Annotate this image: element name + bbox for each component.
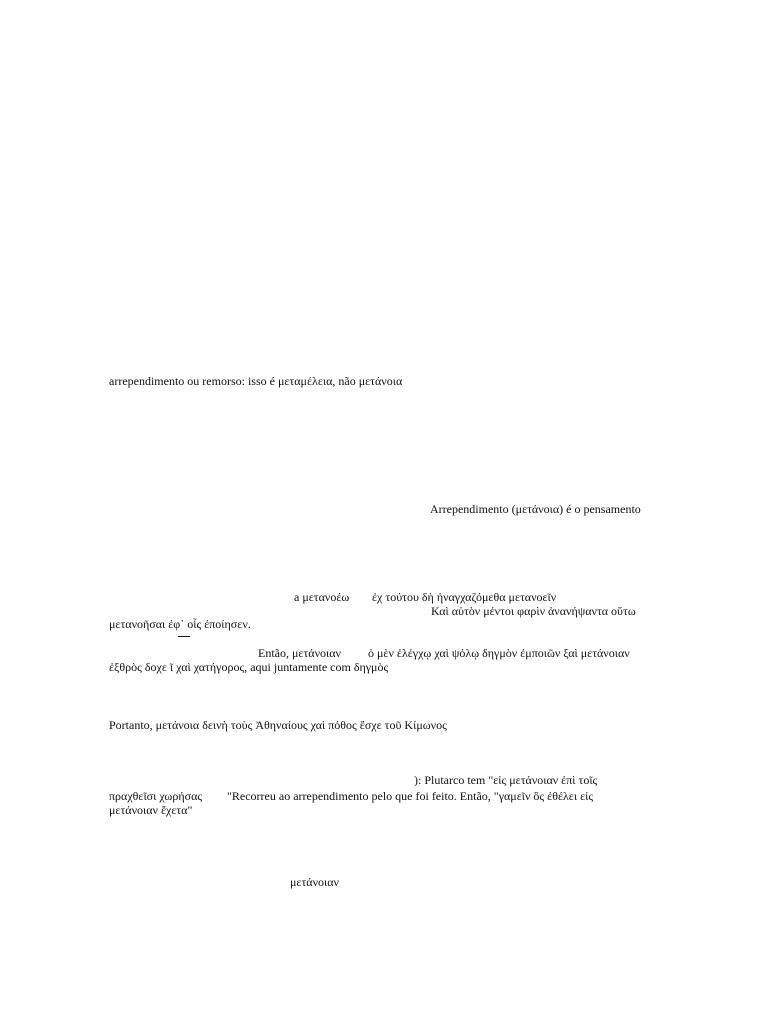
text-line-portanto: Portanto, μετάνοια δεινὴ τοὺς Ἀθηναίους χαὶ πόθος ἔσχε τοῦ Κίμωνος — [109, 718, 447, 732]
text-line-recorreu: "Recorreu ao arrependimento pelo que foi feito. Então, "γαμεῖν ὃς ἐθέλει εἰς — [227, 789, 594, 803]
text-line-greek-quote-1: ἐχ τούτου δὴ ἠναγχαζόμεθα μετανοεῖν — [372, 590, 557, 604]
text-line-metanoian: μετάνοιαν — [290, 875, 339, 889]
text-line-greek-quote-4: ὁ μὲν ἐλέγχῳ χαὶ ψόλῳ δηγμὸν ἐμποιῶν ξαὶ μετάνοιαν — [368, 646, 630, 660]
text-line-plutarco: ): Plutarco tem "εἰς μετάνοιαν ἐπὶ τοῖς — [414, 773, 598, 787]
text-line-greek-quote-2: Καὶ αὐτὸν μέντοι φαρὶν ἀνανήψαντα οὕτω — [431, 604, 636, 618]
dash-separator — [178, 636, 190, 637]
text-line-entao: Então, μετάνοιαν — [258, 646, 341, 660]
text-line-greek-quote-3: μετανοῆσαι ἐφ᾽ οἷς ἐποίησεν. — [109, 617, 251, 631]
text-line-metanoian-echeta: μετάνοιαν ἔχετα" — [109, 803, 193, 817]
text-line-remorse: arrependimento ou remorso: isso é μεταμέλεια, não μετάνοια — [109, 374, 403, 388]
text-line-metanoeo: a μετανοέω — [294, 590, 350, 604]
text-line-arrependimento: Arrependimento (μετάνοια) é o pensamento — [430, 502, 641, 516]
text-line-greek-quote-5: ἐξθρὸς δοχε ῖ χαὶ χατήγορος, aqui juntamente com δηγμὸς — [109, 660, 389, 674]
text-line-praxthesi: πραχθεῖσι χωρήσας — [109, 789, 203, 803]
